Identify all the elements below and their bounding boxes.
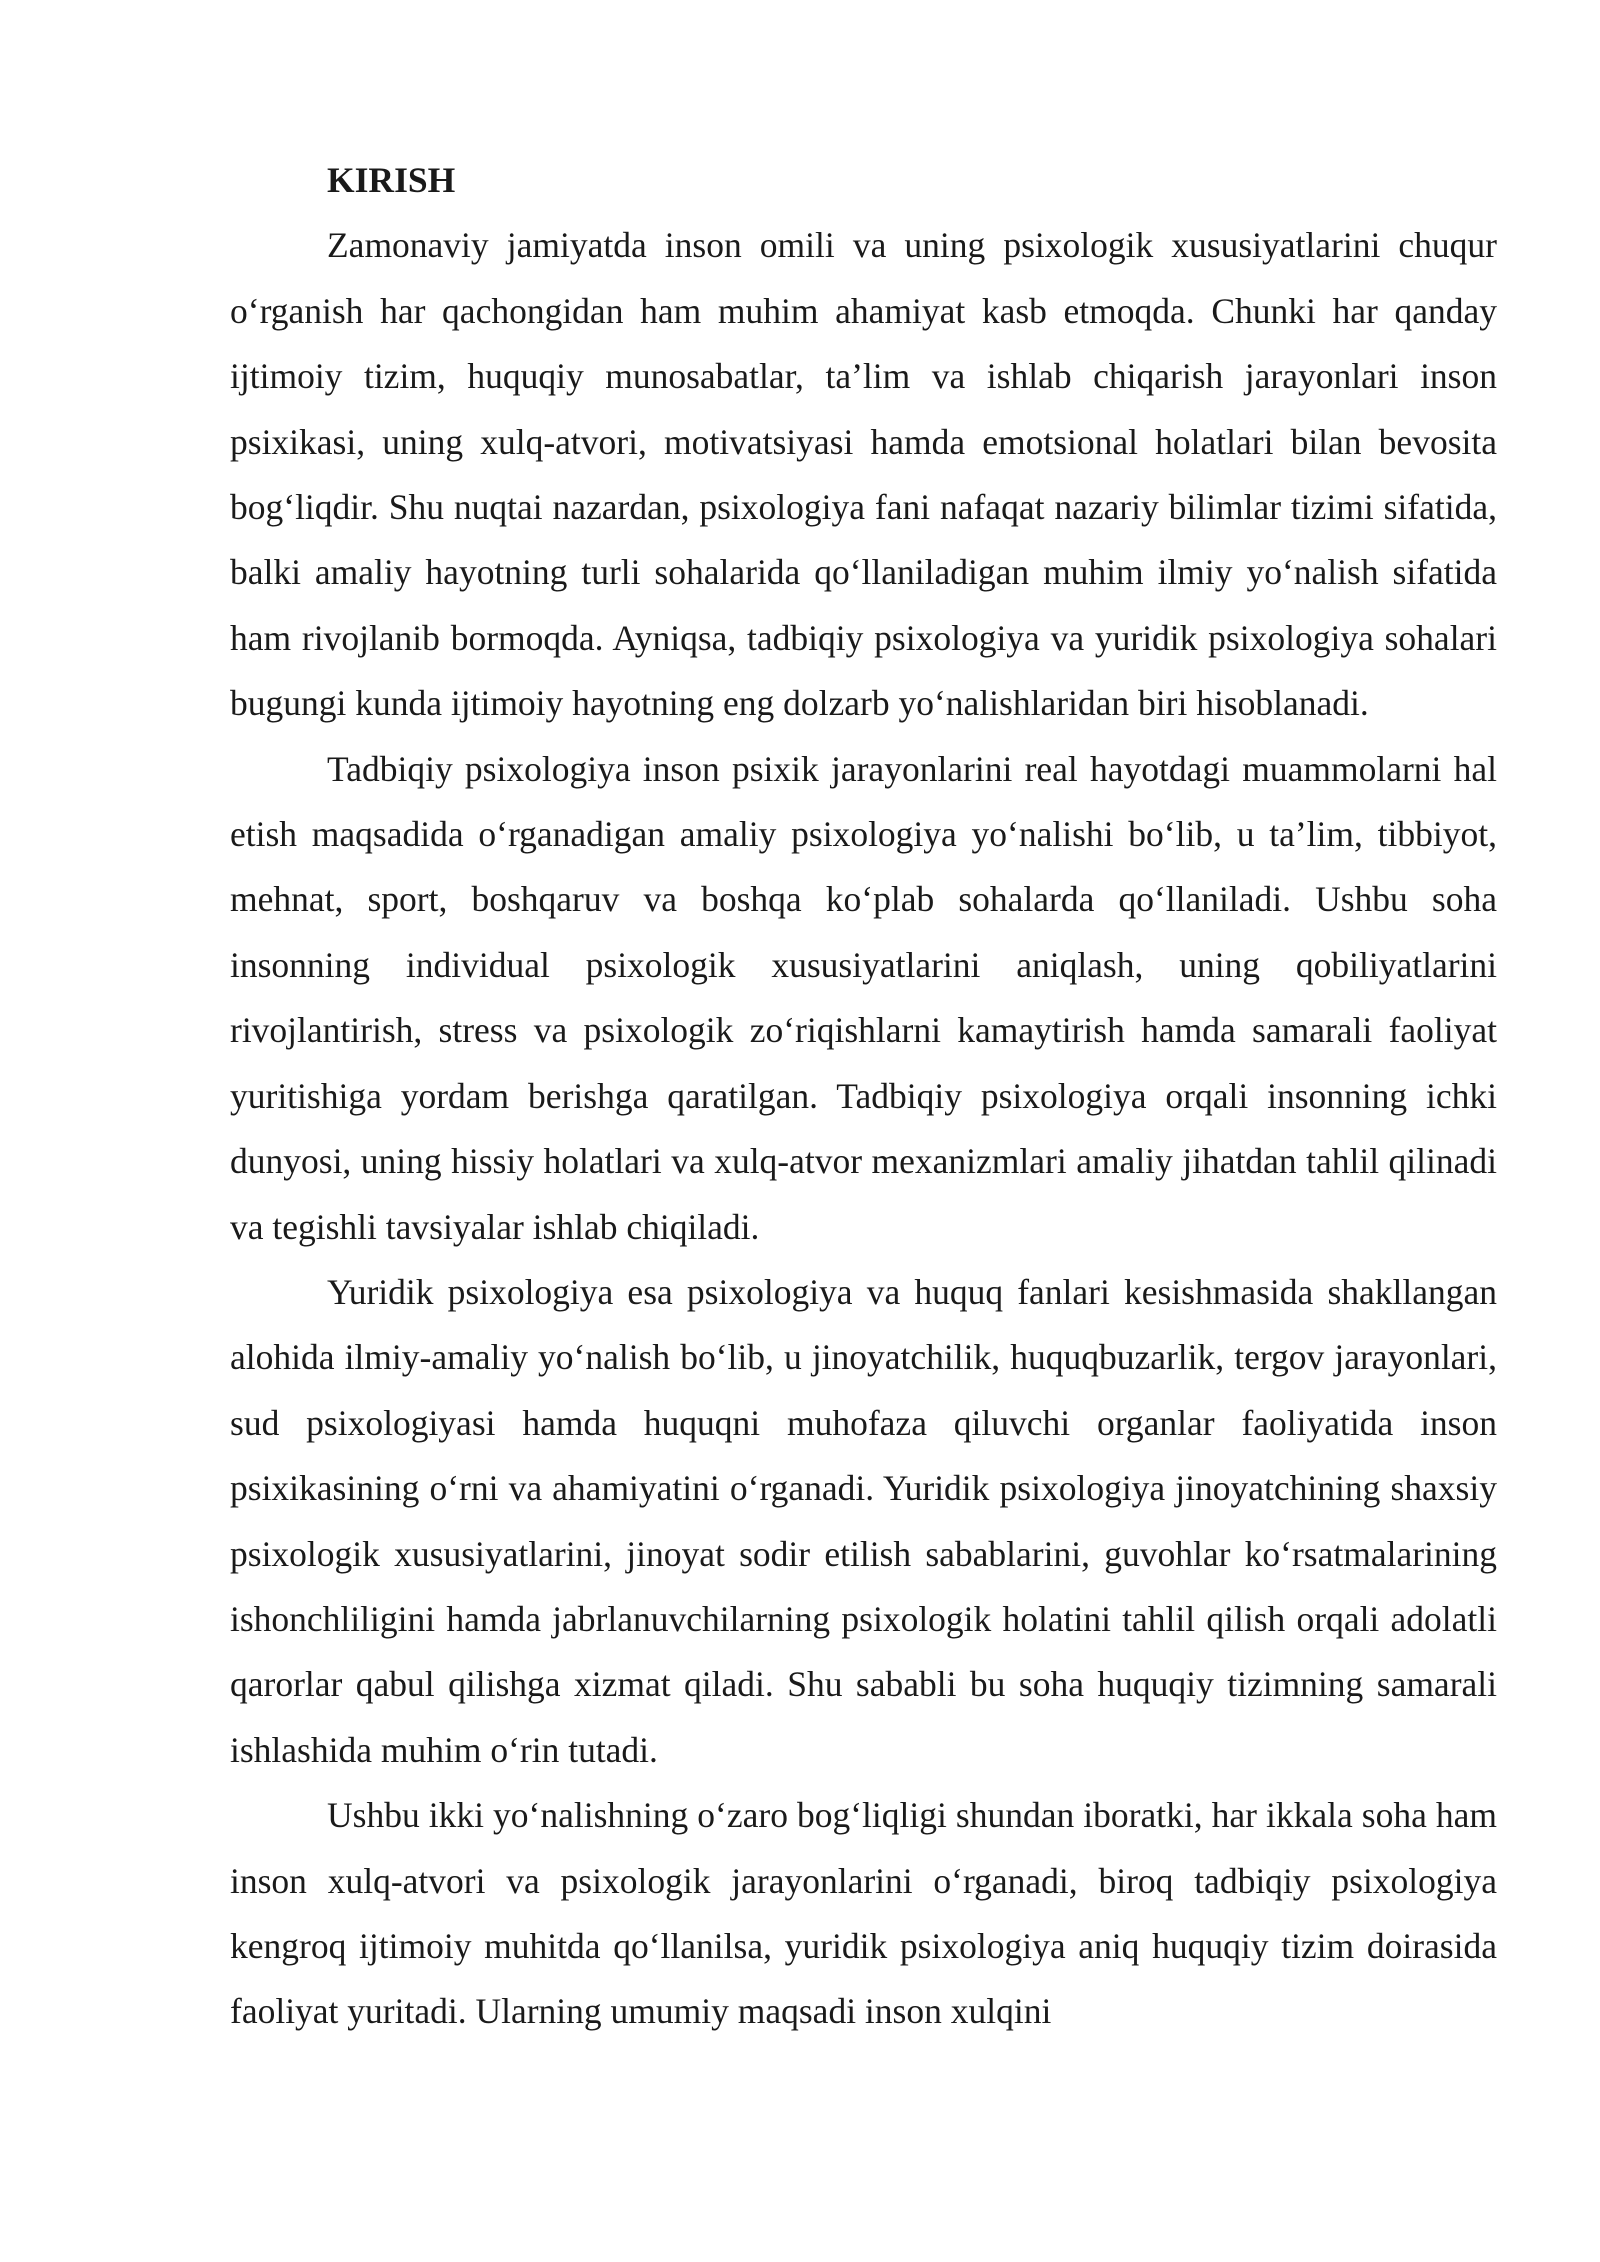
paragraph-4: Ushbu ikki yo‘nalishning o‘zaro bog‘liqligi shundan iboratki, har ikkala soha ham inson xulq-atvori va psixologik jarayonlarini o‘rganadi, biroq tadbiqiy psixologiya kengroq ijtimoiy muhitda qo‘llanilsa, yuridik psixologiya aniq huquqiy tizim doirasida faoliyat yuritadi. Ularning umumiy maqsadi inson xulqini [230,1795,1497,2032]
paragraph-2: Tadbiqiy psixologiya inson psixik jarayonlarini real hayotdagi muammolarni hal etish maqsadida o‘rganadigan amaliy psixologiya yo‘nalishi bo‘lib, u ta’lim, tibbiyot, mehnat, sport, boshqaruv va boshqa ko‘plab sohalarda qo‘llaniladi. Ushbu soha insonning individual psixologik xususiyatlarini aniqlash, uning qobiliyatlarini rivojlantirish, stress va psixologik zo‘riqishlarni kamaytirish hamda samarali faoliyat yuritishiga yordam berishga qaratilgan. Tadbiqiy psixologiya orqali insonning ichki dunyosi, uning hissiy holatlari va xulq-atvor mexanizmlari amaliy jihatdan tahlil qilinadi va tegishli tavsiyalar ishlab chiqiladi. [230,748,1497,1247]
document-body [230,148,1497,2045]
section-heading: KIRISH [327,160,456,200]
paragraph-3: Yuridik psixologiya esa psixologiya va huquq fanlari kesishmasida shakllangan alohida ilmiy-amaliy yo‘nalish bo‘lib, u jinoyatchilik, huquqbuzarlik, tergov jarayonlari, sud psixologiyasi hamda huquqni muhofaza qiluvchi organlar faoliyatida inson psixikasining o‘rni va ahamiyatini o‘rganadi. Yuridik psixologiya jinoyatchining shaxsiy psixologik xususiyatlarini, jinoyat sodir etilish sabablarini, guvohlar ko‘rsatmalarining ishonchliligini hamda jabrlanuvchilarning psixologik holatini tahlil qilish orqali adolatli qarorlar qabul qilishga xizmat qiladi. Shu sababli bu soha huquqiy tizimning samarali ishlashida muhim o‘rin tutadi. [230,1271,1497,1770]
paragraph-1: Zamonaviy jamiyatda inson omili va uning psixologik xususiyatlarini chuqur o‘rganish har qachongidan ham muhim ahamiyat kasb etmoqda. Chunki har qanday ijtimoiy tizim, huquqiy munosabatlar, ta’lim va ishlab chiqarish jarayonlari inson psixikasi, uning xulq-atvori, motivatsiyasi hamda emotsional holatlari bilan bevosita bog‘liqdir. Shu nuqtai nazardan, psixologiya fani nafaqat nazariy bilimlar tizimi sifatida, balki amaliy hayotning turli sohalarida qo‘llaniladigan muhim ilmiy yo‘nalish sifatida ham rivojlanib bormoqda. Ayniqsa, tadbiqiy psixologiya va yuridik psixologiya sohalari bugungi kunda ijtimoiy hayotning eng dolzarb yo‘nalishlaridan biri hisoblanadi. [230,225,1497,724]
